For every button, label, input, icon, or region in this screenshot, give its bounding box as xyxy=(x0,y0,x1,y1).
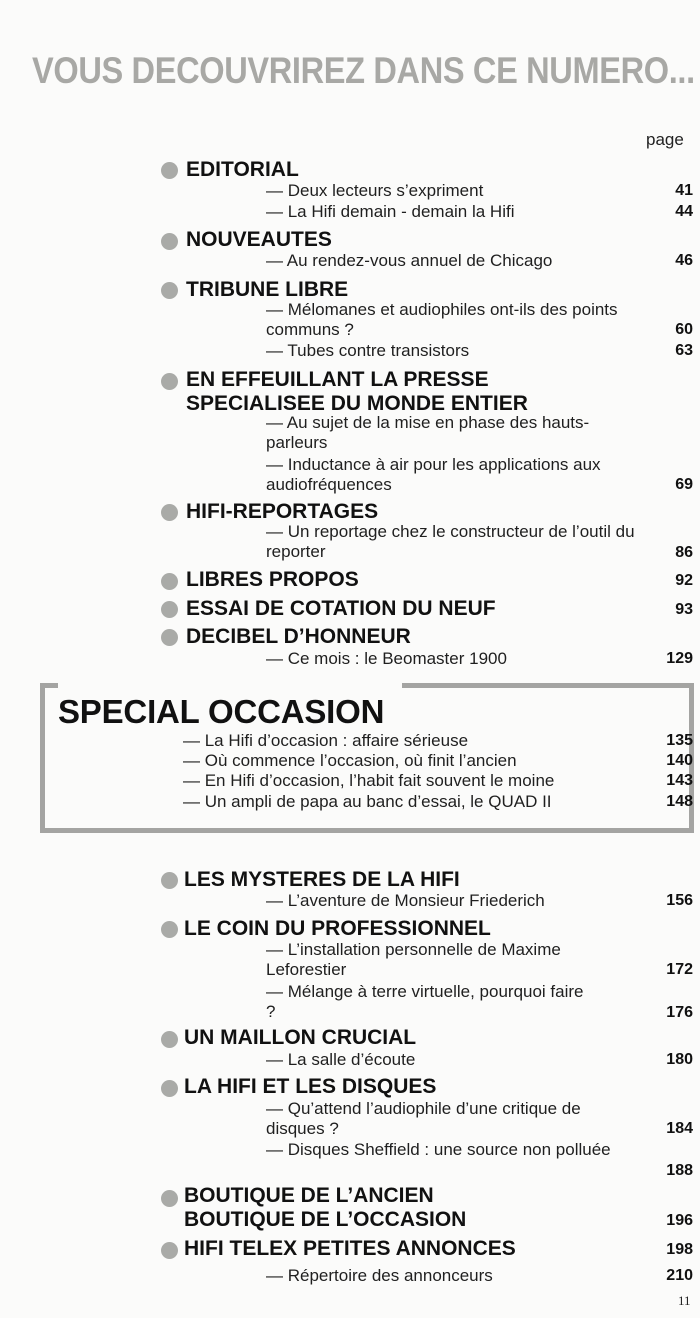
entry-page-number: 86 xyxy=(675,544,693,561)
section-bullet-icon xyxy=(161,162,178,179)
special-entry-page-number: 140 xyxy=(666,752,693,769)
section-bullet-icon xyxy=(161,601,178,618)
entry-page-number: 69 xyxy=(675,476,693,493)
section-bullet-icon xyxy=(161,921,178,938)
entry-page-number: 46 xyxy=(675,252,693,269)
entry-text: — Mélomanes et audiophiles ont-ils des points communs ? xyxy=(266,300,618,339)
section-bullet-icon xyxy=(161,1080,178,1097)
entry-text: — Tubes contre transistors xyxy=(266,341,470,360)
special-title: SPECIAL OCCASION xyxy=(58,693,385,730)
entry-page-number: 210 xyxy=(666,1267,693,1284)
section-page-number: 93 xyxy=(675,601,693,618)
entry-page-number: 172 xyxy=(666,961,693,978)
section-title-hifi-reportages: HIFI-REPORTAGES xyxy=(186,500,379,523)
section-bullet-icon xyxy=(161,573,178,590)
entry-page-number: 63 xyxy=(675,342,693,359)
entry-text: — Deux lecteurs s’expriment xyxy=(266,181,484,200)
section-title-coin-pro: LE COIN DU PROFESSIONNEL xyxy=(184,917,491,940)
special-entry-text: — Où commence l’occasion, où finit l’ancien xyxy=(183,751,517,770)
section-title-tribune-libre: TRIBUNE LIBRE xyxy=(186,278,349,301)
section-title-libres-propos: LIBRES PROPOS xyxy=(186,568,359,591)
entry-text: — Répertoire des annonceurs xyxy=(266,1266,493,1285)
section-title-mysteres: LES MYSTERES DE LA HIFI xyxy=(184,868,460,891)
special-entry-page-number: 143 xyxy=(666,772,693,789)
entry-text: — Inductance à air pour les applications aux audiofréquences xyxy=(266,455,601,494)
section-title-telex: HIFI TELEX PETITES ANNONCES xyxy=(184,1237,516,1260)
entry-text: — La salle d’écoute xyxy=(266,1050,416,1069)
section-title-presse: EN EFFEUILLANT LA PRESSE SPECIALISEE DU MONDE ENTIER xyxy=(186,368,528,415)
folio-number: 11 xyxy=(678,1293,691,1308)
entry-page-number: 129 xyxy=(666,650,693,667)
section-bullet-icon xyxy=(161,282,178,299)
section-title-maillon: UN MAILLON CRUCIAL xyxy=(184,1026,417,1049)
section-title-boutique: BOUTIQUE DE L’ANCIEN BOUTIQUE DE L’OCCASION xyxy=(184,1184,467,1231)
entry-text: — Au sujet de la mise en phase des hauts-parleurs xyxy=(266,413,590,452)
entry-text: — Au rendez-vous annuel de Chicago xyxy=(266,251,553,270)
section-title-essai-cotation: ESSAI DE COTATION DU NEUF xyxy=(186,597,496,620)
section-bullet-icon xyxy=(161,1031,178,1048)
entry-page-number: 44 xyxy=(675,203,693,220)
section-bullet-icon xyxy=(161,872,178,889)
section-page-number: 198 xyxy=(666,1241,693,1258)
section-bullet-icon xyxy=(161,233,178,250)
section-bullet-icon xyxy=(161,373,178,390)
entry-page-number: 60 xyxy=(675,321,693,338)
special-entry-text: — Un ampli de papa au banc d’essai, le QUAD II xyxy=(183,792,552,811)
entry-text: — L’installation personnelle de Maxime Leforestier xyxy=(266,940,561,979)
special-box-top-rule xyxy=(402,683,694,688)
entry-text: — L’aventure de Monsieur Friederich xyxy=(266,891,545,910)
entry-page-number: 41 xyxy=(675,182,693,199)
special-entry-page-number: 135 xyxy=(666,732,693,749)
entry-page-number: 188 xyxy=(666,1162,693,1179)
special-box-top-rule xyxy=(40,683,58,688)
entry-page-number: 176 xyxy=(666,1004,693,1021)
section-title-editorial: EDITORIAL xyxy=(186,158,299,181)
page-title: VOUS DECOUVRIREZ DANS CE NUMERO... xyxy=(32,50,695,91)
section-bullet-icon xyxy=(161,629,178,646)
section-page-number: 196 xyxy=(666,1212,693,1229)
section-title-hifi-disques: LA HIFI ET LES DISQUES xyxy=(184,1075,437,1098)
section-title-nouveautes: NOUVEAUTES xyxy=(186,228,332,251)
entry-page-number: 180 xyxy=(666,1051,693,1068)
entry-text: — La Hifi demain - demain la Hifi xyxy=(266,202,515,221)
section-page-number: 92 xyxy=(675,572,693,589)
section-bullet-icon xyxy=(161,504,178,521)
entry-page-number: 184 xyxy=(666,1120,693,1137)
special-entry-text: — En Hifi d’occasion, l’habit fait souvent le moine xyxy=(183,771,555,790)
page-column-label: page xyxy=(646,130,684,149)
entry-text: — Ce mois : le Beomaster 1900 xyxy=(266,649,507,668)
entry-text: — Qu’attend l’audiophile d’une critique de disques ? xyxy=(266,1099,581,1138)
entry-text: — Disques Sheffield : une source non polluée xyxy=(266,1140,611,1159)
section-title-decibel: DECIBEL D’HONNEUR xyxy=(186,625,411,648)
entry-text: — Un reportage chez le constructeur de l’outil du reporter xyxy=(266,522,635,561)
section-bullet-icon xyxy=(161,1242,178,1259)
section-bullet-icon xyxy=(161,1190,178,1207)
entry-text: — Mélange à terre virtuelle, pourquoi faire ? xyxy=(266,982,584,1021)
special-entry-text: — La Hifi d’occasion : affaire sérieuse xyxy=(183,731,469,750)
entry-page-number: 156 xyxy=(666,892,693,909)
special-entry-page-number: 148 xyxy=(666,793,693,810)
